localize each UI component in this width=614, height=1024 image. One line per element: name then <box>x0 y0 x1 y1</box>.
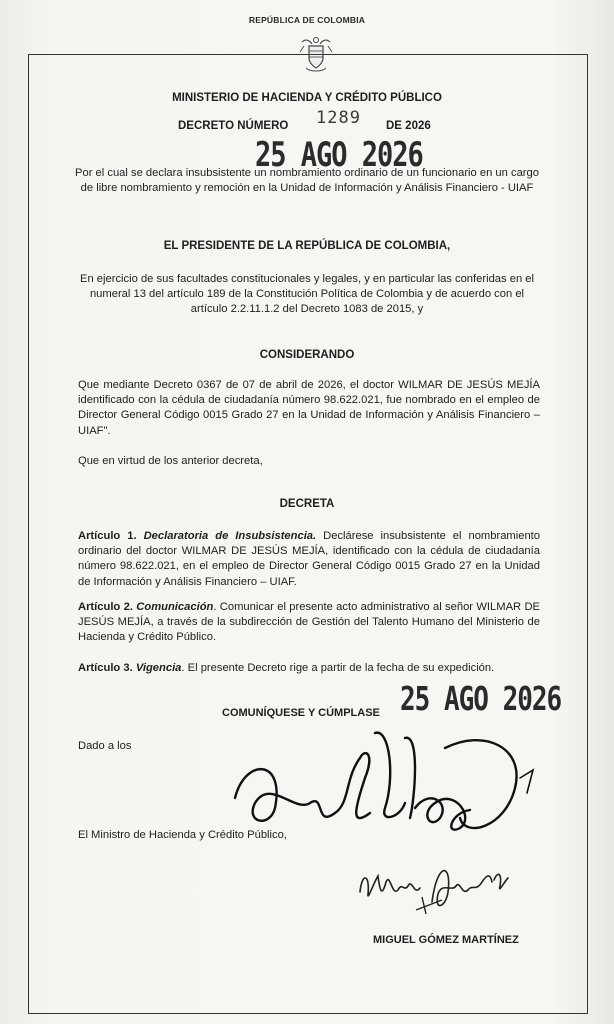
dado-label: Dado a los <box>78 740 132 752</box>
article-2-body: . Comunicar el presente acto administrativo al señor WILMAR DE JESÚS MEJÍA, a través de la subdirección de Gestión del Talento Humano del Ministerio de Hacienda y Crédito Público. <box>78 601 540 644</box>
considerando-heading: CONSIDERANDO <box>259 349 355 361</box>
ministry-heading: MINISTERIO DE HACIENDA Y CRÉDITO PÚBLICO <box>172 92 442 104</box>
date-stamp-bottom: 25 AGO 2026 <box>400 681 562 719</box>
decreto-year: DE 2026 <box>386 120 431 132</box>
article-3-title: Vigencia <box>135 662 182 674</box>
article-1 <box>78 529 540 590</box>
president-heading: EL PRESIDENTE DE LA REPÚBLICA DE COLOMBIA, <box>163 240 451 252</box>
minister-name: MIGUEL GÓMEZ MARTÍNEZ <box>373 934 519 946</box>
article-3 <box>78 661 540 676</box>
decreta-heading: DECRETA <box>279 498 335 510</box>
article-1-body: Declárese insubsistente el nombramiento ordinario del doctor WILMAR DE JESÚS MEJÍA, identificado con la cédula de ciudadanía número 98.622.021, en el empleo de Director General Código 0015 Grado 27 en la Unidad de Información y Análisis Financiero – UIAF. <box>78 530 541 588</box>
date-stamp-top: 25 AGO 2026 <box>255 136 423 175</box>
decree-subject: Por el cual se declara insubsistente un nombramiento ordinario de un funcionario en un cargo de libre nombramiento y remoción en la Unidad de Información y Análisis Financiero - UIAF <box>75 167 539 195</box>
decreto-number: 1289 <box>316 108 361 128</box>
legal-powers-paragraph: En ejercicio de sus facultades constitucionales y legales, y en particular las conferidas en el numeral 13 del artículo 189 de la Constitución Política de Colombia y de acuerdo con el artículo 2.2.11.1.2 del Decreto 1083 de 2015, y <box>80 273 534 316</box>
article-2-number: Artículo 2. <box>78 601 133 613</box>
article-1-number: Artículo 1. <box>78 530 137 542</box>
minister-title: El Ministro de Hacienda y Crédito Público, <box>78 829 287 841</box>
considerando-paragraph-2: Que en virtud de los anterior decreta, <box>78 455 263 467</box>
decreto-label: DECRETO NÚMERO <box>178 120 289 132</box>
article-3-number: Artículo 3. <box>78 662 133 674</box>
considerando-paragraph-1: Que mediante Decreto 0367 de 07 de abril de 2026, el doctor WILMAR DE JESÚS MEJÍA identificado con la cédula de ciudadanía número 98.622.021, fue nombrado en el empleo de Director General Código 0015 Grado 27 en la Unidad de Información y Análisis Financiero – UIAF". <box>78 379 540 437</box>
article-3-body: . El presente Decreto rige a partir de la fecha de su expedición. <box>181 662 495 674</box>
republic-heading: REPÚBLICA DE COLOMBIA <box>248 15 366 25</box>
article-2 <box>78 600 540 646</box>
comuniquese-heading: COMUNÍQUESE Y CÚMPLASE <box>222 707 380 719</box>
article-2-title: Comunicación <box>136 601 214 613</box>
minister-signature <box>352 852 512 927</box>
article-1-title: Declaratoria de Insubsistencia. <box>143 530 317 542</box>
